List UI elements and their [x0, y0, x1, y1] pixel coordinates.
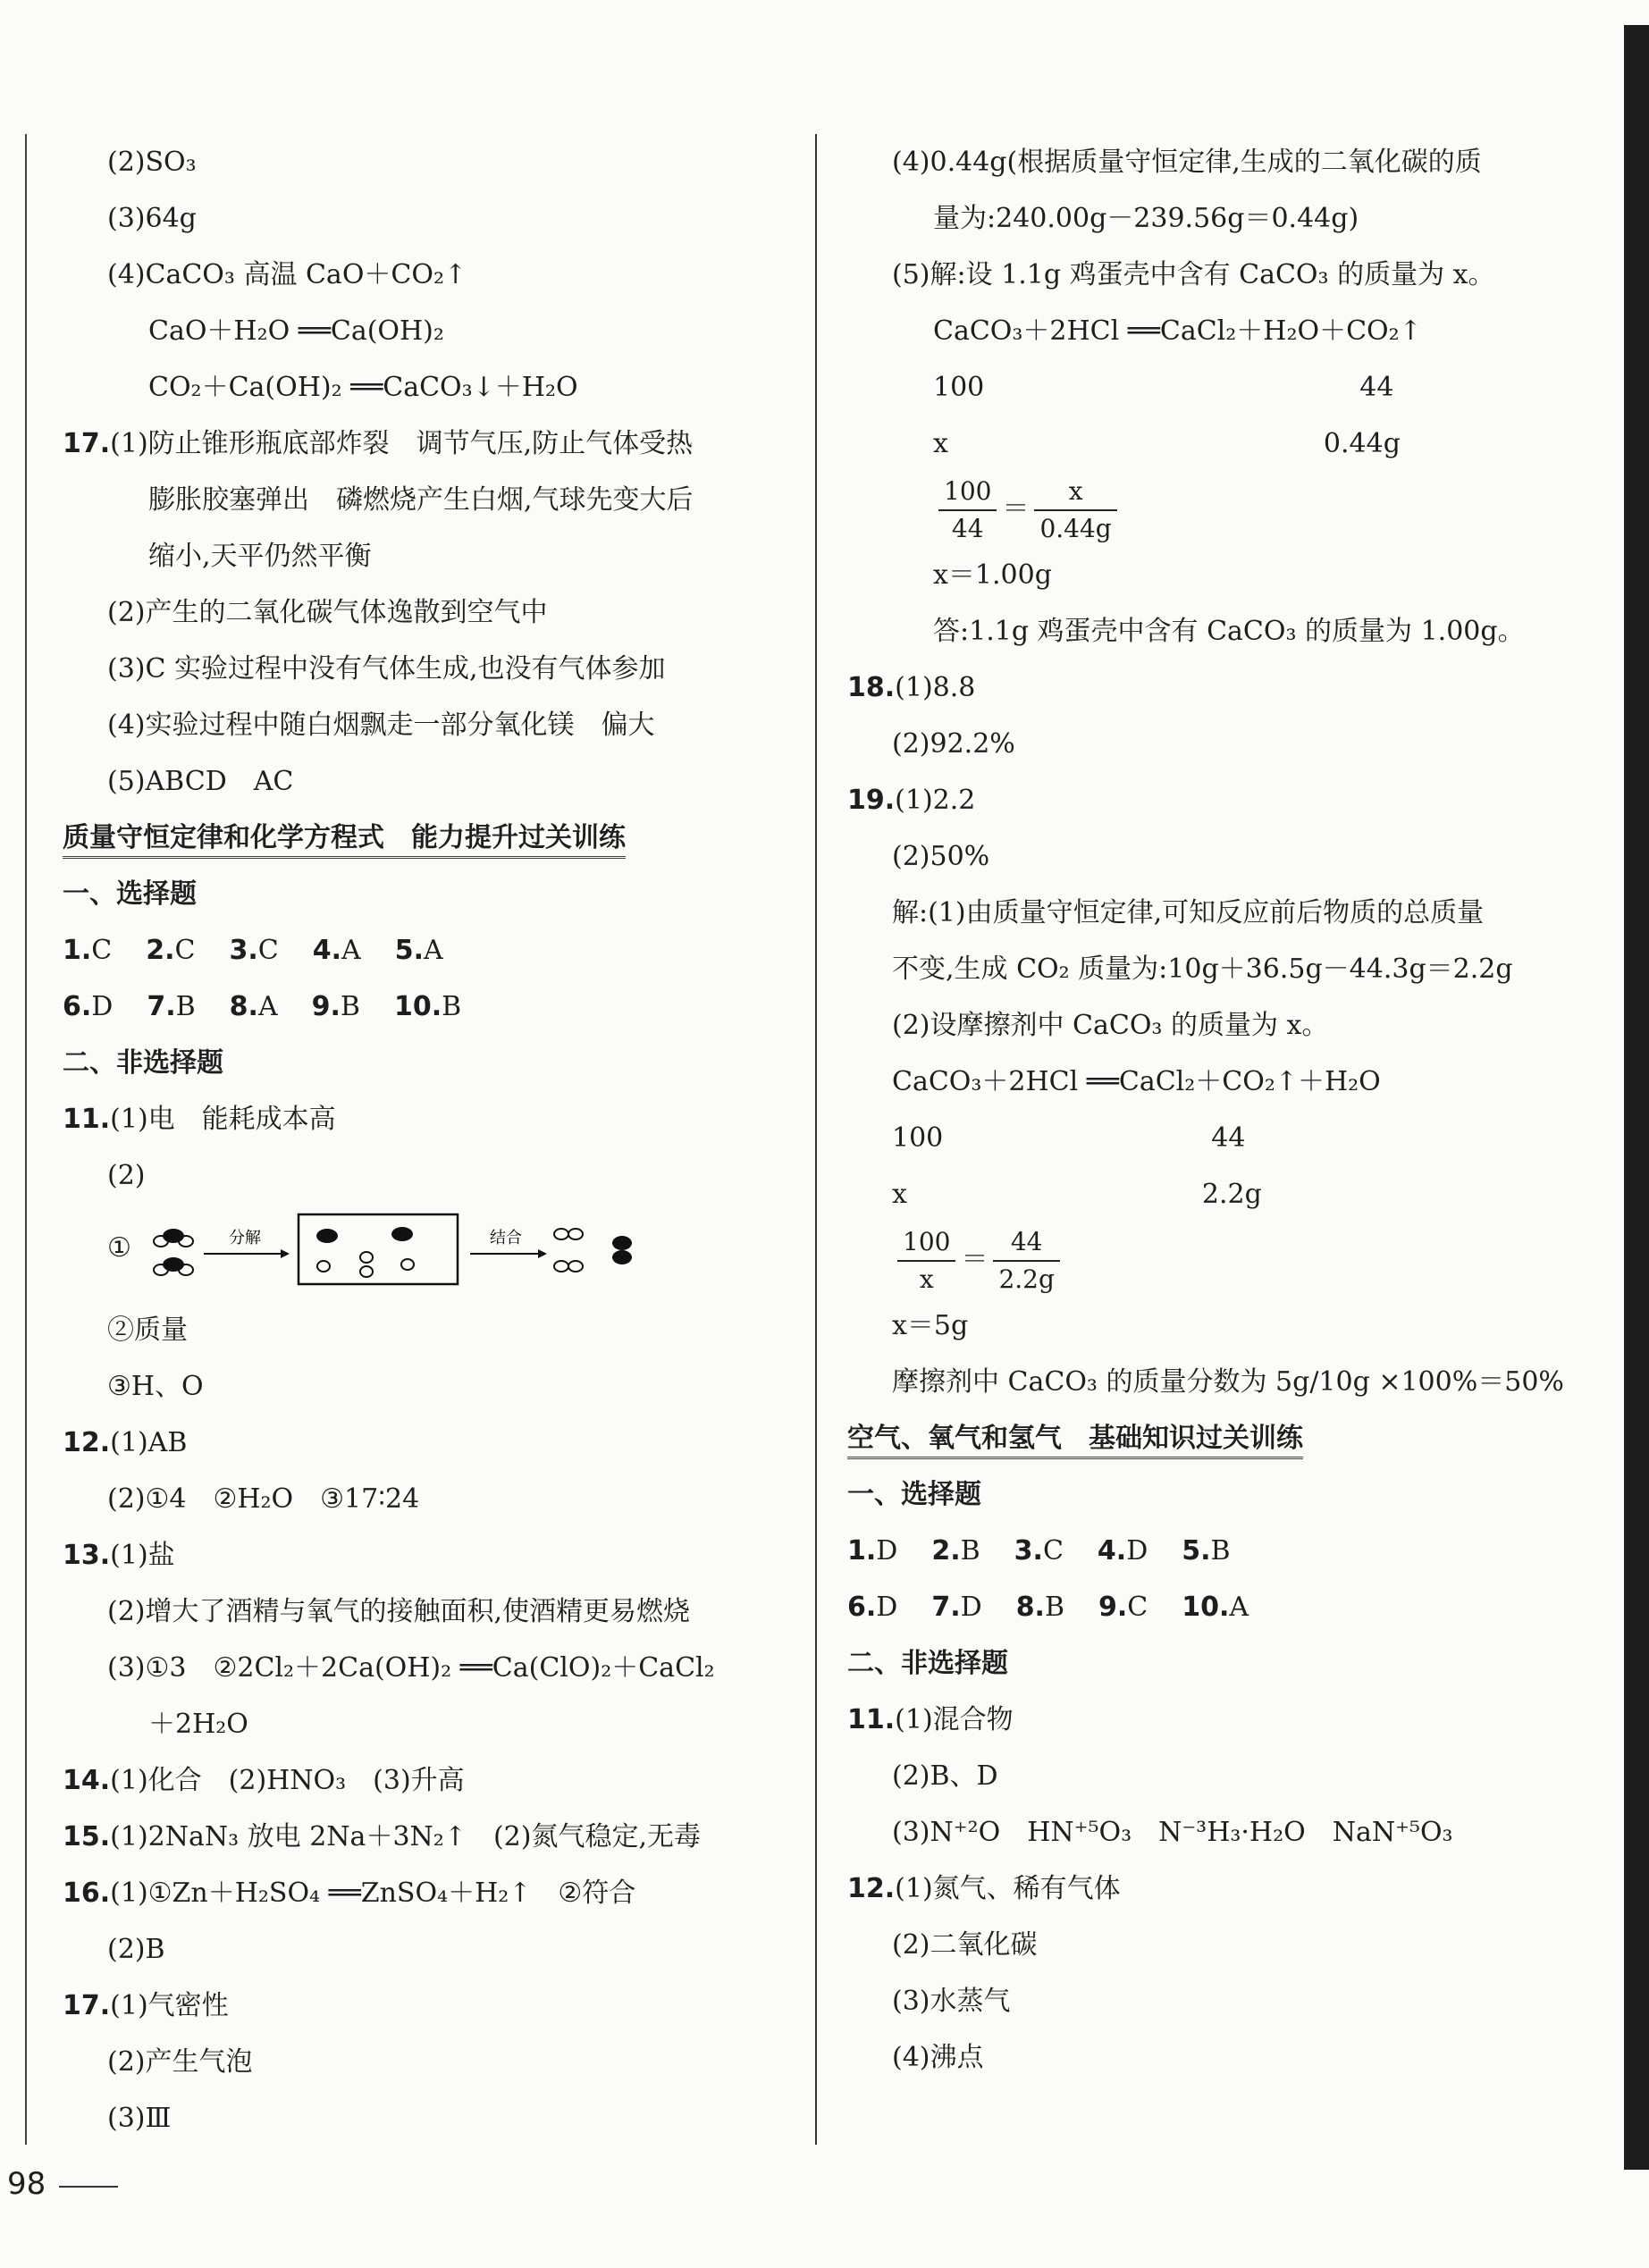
answer-text: (1)化合 (2)HNO₃ (3)升高: [110, 1765, 465, 1796]
answer-text: (3)Ⅲ: [107, 2103, 172, 2134]
fraction: [938, 474, 997, 547]
hydrogen-atom: [401, 1259, 414, 1270]
text-line: [847, 997, 1589, 1054]
text-line: [63, 1640, 813, 1696]
answer-choice: B: [442, 991, 462, 1022]
text-line: [63, 810, 813, 866]
text-line: [847, 1354, 1589, 1410]
answer-text: (1)氮气、稀有气体: [895, 1873, 1121, 1904]
text-line: [63, 1527, 813, 1583]
question-number: 2.: [931, 1535, 961, 1567]
text-line: [847, 1692, 1589, 1748]
question-number: 2.: [146, 935, 175, 966]
section-heading: 质量守恒定律和化学方程式 能力提升过关训练: [63, 820, 626, 859]
answer-text: (2)增大了酒精与氧气的接触面积,使酒精更易燃烧: [107, 1596, 691, 1627]
answer-choice: B: [1044, 1592, 1065, 1623]
answer-text: x＝5g: [892, 1310, 969, 1341]
answer-text: 缩小,天平仍然平衡: [148, 541, 372, 572]
text-line: [847, 828, 1589, 885]
text-line: [63, 134, 813, 190]
oxygen-atom: [163, 1257, 184, 1272]
answer-text: (3)水蒸气: [892, 1986, 1011, 2017]
answer-choice: B: [960, 1535, 980, 1567]
question-number: 13.: [63, 1540, 111, 1571]
answer-text: x＝1.00g: [933, 559, 1052, 591]
text-line: [63, 1302, 813, 1358]
text-line: [847, 885, 1589, 941]
answer-choice: D: [876, 1535, 898, 1567]
text-line: [63, 922, 813, 979]
text-line: [847, 134, 1589, 190]
text-line: [63, 1809, 813, 1865]
text-line: [63, 1696, 813, 1752]
hydrogen-atom: [179, 1264, 193, 1275]
text-line: [63, 1978, 813, 2034]
hydrogen-atom: [179, 1236, 193, 1247]
answer-text: (2)B、D: [892, 1760, 998, 1792]
answer-text: ③H、O: [107, 1371, 204, 1402]
fraction-numerator: 100: [897, 1224, 955, 1262]
scan-edge-shadow: [1624, 25, 1649, 2170]
hydrogen-atom: [154, 1236, 168, 1247]
page-number: 98: [7, 2166, 46, 2202]
hydrogen-atom: [568, 1229, 583, 1239]
fraction-denominator: 0.44g: [1039, 514, 1112, 543]
text-line: [847, 1973, 1589, 2029]
fraction-denominator: 44: [951, 514, 984, 543]
answer-text: 100 44: [933, 372, 1394, 403]
left-column: [63, 134, 813, 2146]
text-line: [847, 659, 1589, 716]
text-line: [847, 1579, 1589, 1635]
atoms-box: [299, 1214, 458, 1284]
answer-choice: B: [175, 991, 196, 1022]
question-number: 7.: [931, 1592, 961, 1623]
answer-text: (2)B: [107, 1934, 165, 1965]
text-line: [63, 1583, 813, 1640]
text-line: [847, 1298, 1589, 1354]
equals-sign: ＝: [1002, 493, 1030, 525]
answer-choice: C: [91, 935, 113, 966]
text-line: [63, 1865, 813, 1921]
oxygen-atom: [612, 1236, 632, 1250]
answer-text: (2)①4 ②H₂O ③17∶24: [107, 1483, 420, 1515]
text-line: [63, 584, 813, 641]
text-line: [847, 303, 1589, 359]
answer-text: (1)8.8: [895, 672, 976, 703]
text-line: [847, 1748, 1589, 1804]
answer-choice: A: [1229, 1592, 1249, 1623]
text-line: [847, 1523, 1589, 1579]
answer-text: (2)产生的二氧化碳气体逸散到空气中: [107, 597, 548, 628]
answer-text: (2)设摩擦剂中 CaCO₃ 的质量为 x。: [892, 1010, 1329, 1041]
fraction-denominator: 2.2g: [998, 1264, 1055, 1294]
hydrogen-atom: [554, 1229, 568, 1239]
text-line: [847, 1917, 1589, 1973]
answer-text: (4)CaCO₃ 高温 CaO＋CO₂↑: [107, 259, 467, 290]
text-line: [847, 1222, 1589, 1298]
answer-text: (1)电 能耗成本高: [110, 1104, 336, 1135]
question-number: 12.: [847, 1873, 896, 1904]
oxygen-atom: [163, 1229, 184, 1243]
answer-choice: B: [340, 991, 360, 1022]
question-number: 12.: [63, 1427, 111, 1458]
fraction: [1034, 474, 1116, 547]
text-line: [63, 1091, 813, 1147]
text-line: [63, 753, 813, 810]
text-line: [847, 1466, 1589, 1523]
oxygen-atom: [316, 1229, 338, 1243]
hydrogen-atom: [360, 1266, 373, 1277]
text-line: [63, 2090, 813, 2146]
question-number: 6.: [63, 991, 92, 1022]
answer-text: 摩擦剂中 CaCO₃ 的质量分数为 5g/10g ×100%＝50%: [892, 1366, 1564, 1398]
answer-choice: D: [1126, 1535, 1148, 1567]
text-line: [847, 941, 1589, 997]
text-line: [63, 1921, 813, 1978]
question-number: 14.: [63, 1765, 111, 1796]
question-number: 9.: [311, 991, 341, 1022]
question-number: 9.: [1098, 1592, 1128, 1623]
oxygen-atom: [391, 1227, 413, 1241]
answer-text: (4)0.44g(根据质量守恒定律,生成的二氧化碳的质: [892, 147, 1482, 178]
answer-text: 量为:240.00g－239.56g＝0.44g): [933, 203, 1359, 234]
answer-text: (1)盐: [110, 1540, 175, 1571]
answer-text: 膨胀胶塞弹出 磷燃烧产生白烟,气球先变大后: [148, 484, 694, 516]
answer-text: (2)92.2%: [892, 728, 1015, 760]
hydrogen-atom: [317, 1261, 330, 1272]
question-number: 3.: [229, 935, 258, 966]
answer-text: (2)50%: [892, 841, 990, 872]
text-line: [63, 1752, 813, 1809]
text-line: [847, 716, 1589, 772]
question-number: 1.: [847, 1535, 877, 1567]
subsection-heading: 二、非选择题: [63, 1047, 223, 1079]
answer-text: (1)2.2: [895, 785, 976, 816]
arrow-head: [281, 1249, 290, 1258]
text-line: [63, 979, 813, 1035]
question-number: 17.: [63, 428, 111, 459]
question-number: 11.: [847, 1704, 896, 1735]
question-number: 4.: [312, 935, 342, 966]
text-line: [847, 247, 1589, 303]
answer-choice: D: [960, 1592, 982, 1623]
question-number: 17.: [63, 1990, 111, 2021]
text-line: [63, 1147, 813, 1204]
text-line: [847, 190, 1589, 247]
arrow-head: [538, 1249, 547, 1258]
text-line: [63, 303, 813, 359]
text-line: [847, 1804, 1589, 1861]
question-number: 19.: [847, 785, 896, 816]
question-number: 15.: [63, 1821, 111, 1852]
arrow-label-combine: 结合: [490, 1229, 522, 1247]
text-line: [63, 472, 813, 528]
question-number: 5.: [1182, 1535, 1211, 1567]
answer-text: ②质量: [107, 1315, 188, 1346]
answer-choice: D: [91, 991, 114, 1022]
answer-text: (2)SO₃: [107, 147, 197, 178]
question-number: 8.: [229, 991, 258, 1022]
answer-text: (2): [107, 1160, 146, 1191]
answer-text: ＋2H₂O: [148, 1709, 248, 1740]
text-line: [847, 1110, 1589, 1166]
answer-text: (1)①Zn＋H₂SO₄ ══ZnSO₄＋H₂↑ ②符合: [110, 1877, 636, 1909]
answer-text: CO₂＋Ca(OH)₂ ══CaCO₃↓＋H₂O: [148, 372, 578, 403]
question-number: 18.: [847, 672, 896, 703]
question-number: 3.: [1014, 1535, 1043, 1567]
answer-text: 解:(1)由质量守恒定律,可知反应前后物质的总质量: [892, 897, 1485, 928]
answer-text: x 0.44g: [933, 428, 1401, 459]
text-line: [63, 1035, 813, 1091]
fraction-numerator: x: [1034, 474, 1116, 511]
subsection-heading: 一、选择题: [63, 878, 197, 910]
question-number: 5.: [394, 935, 424, 966]
question-number: 6.: [847, 1592, 877, 1623]
answer-text: CaCO₃＋2HCl ══CaCl₂＋H₂O＋CO₂↑: [933, 315, 1422, 347]
answer-choice: B: [1210, 1535, 1231, 1567]
answer-text: (2)产生气泡: [107, 2046, 253, 2078]
equals-sign: ＝: [961, 1244, 989, 1275]
text-line: [63, 416, 813, 472]
answer-choice: C: [174, 935, 196, 966]
answer-text: 不变,生成 CO₂ 质量为:10g＋36.5g－44.3g＝2.2g: [892, 953, 1513, 985]
hydrogen-atom: [554, 1261, 568, 1272]
column-divider: [815, 134, 817, 2145]
right-column: [847, 134, 1589, 2086]
text-line: [847, 1635, 1589, 1692]
text-line: [63, 697, 813, 753]
question-number: 10.: [1182, 1592, 1230, 1623]
answer-text: (3)N⁺²O HN⁺⁵O₃ N⁻³H₃·H₂O NaN⁺⁵O₃: [892, 1817, 1453, 1848]
text-line: [847, 1410, 1589, 1466]
question-number: 16.: [63, 1877, 111, 1909]
fraction-denominator: x: [919, 1264, 934, 1294]
hydrogen-atom: [568, 1261, 583, 1272]
page-number-rule: [59, 2186, 118, 2188]
text-line: [847, 359, 1589, 416]
answer-text: (3)①3 ②2Cl₂＋2Ca(OH)₂ ══Ca(ClO)₂＋CaCl₂: [107, 1652, 715, 1684]
subsection-heading: 一、选择题: [847, 1479, 981, 1510]
answer-text: (2)二氧化碳: [892, 1929, 1038, 1961]
answer-text: 答:1.1g 鸡蛋壳中含有 CaCO₃ 的质量为 1.00g。: [933, 616, 1525, 647]
answer-choice: C: [257, 935, 279, 966]
text-line: [847, 1054, 1589, 1110]
text-line: [63, 359, 813, 416]
answer-choice: C: [1127, 1592, 1148, 1623]
question-number: 8.: [1015, 1592, 1045, 1623]
subsection-heading: 二、非选择题: [847, 1648, 1008, 1679]
answer-choice: C: [1042, 1535, 1064, 1567]
question-number: 10.: [393, 991, 442, 1022]
text-line: [63, 1358, 813, 1415]
answer-text: (1)气密性: [110, 1990, 229, 2021]
text-line: [847, 603, 1589, 659]
answer-choice: A: [341, 935, 361, 966]
text-line: [63, 247, 813, 303]
answer-text: (1)防止锥形瓶底部炸裂 调节气压,防止气体受热: [110, 428, 694, 459]
answer-text: CaO＋H₂O ══Ca(OH)₂: [148, 315, 444, 347]
answer-text: (3)64g: [107, 203, 197, 234]
text-line: [63, 528, 813, 584]
molecule-reaction-diagram: [148, 1209, 720, 1289]
hydrogen-atom: [154, 1264, 168, 1275]
question-number: 11.: [63, 1104, 111, 1135]
fraction: [993, 1224, 1059, 1298]
answer-text: (4)沸点: [892, 2042, 984, 2073]
text-line: [847, 547, 1589, 603]
text-line: [63, 641, 813, 697]
question-number: 4.: [1097, 1535, 1127, 1567]
answer-text: CaCO₃＋2HCl ══CaCl₂＋CO₂↑＋H₂O: [892, 1066, 1381, 1097]
answer-text: (4)实验过程中随白烟飘走一部分氧化镁 偏大: [107, 710, 655, 741]
text-line: [847, 472, 1589, 547]
answer-text: (3)C 实验过程中没有气体生成,也没有气体参加: [107, 653, 666, 685]
text-line: [847, 772, 1589, 828]
answer-choice: A: [423, 935, 443, 966]
answer-text: ①: [107, 1232, 131, 1264]
answer-text: (5)ABCD AC: [107, 766, 294, 797]
answer-text: 100 44: [892, 1122, 1246, 1154]
answer-text: (1)混合物: [895, 1704, 1014, 1735]
text-line: [63, 2034, 813, 2090]
oxygen-atom: [612, 1250, 632, 1264]
answer-text: (1)AB: [110, 1427, 188, 1458]
answer-choice: D: [876, 1592, 898, 1623]
text-line: [847, 1166, 1589, 1222]
text-line: [63, 1415, 813, 1471]
question-number: 1.: [63, 935, 92, 966]
text-line: [847, 2029, 1589, 2086]
text-line: [847, 416, 1589, 472]
answer-text: (5)解:设 1.1g 鸡蛋壳中含有 CaCO₃ 的质量为 x。: [892, 259, 1495, 290]
hydrogen-atom: [360, 1252, 373, 1263]
text-line: [63, 190, 813, 247]
section-heading: 空气、氧气和氢气 基础知识过关训练: [847, 1421, 1303, 1459]
fraction-numerator: 100: [938, 474, 997, 511]
answer-choice: A: [257, 991, 278, 1022]
text-line: [63, 1204, 813, 1302]
arrow-label-decompose: 分解: [229, 1229, 261, 1247]
question-number: 7.: [147, 991, 176, 1022]
text-line: [63, 1471, 813, 1527]
fraction-numerator: 44: [993, 1224, 1059, 1262]
text-line: [847, 1861, 1589, 1917]
answer-text: x 2.2g: [892, 1179, 1262, 1210]
fraction: [897, 1224, 955, 1298]
text-line: [63, 866, 813, 922]
answer-text: (1)2NaN₃ 放电 2Na＋3N₂↑ (2)氮气稳定,无毒: [110, 1821, 701, 1852]
left-margin-line: [25, 134, 27, 2145]
